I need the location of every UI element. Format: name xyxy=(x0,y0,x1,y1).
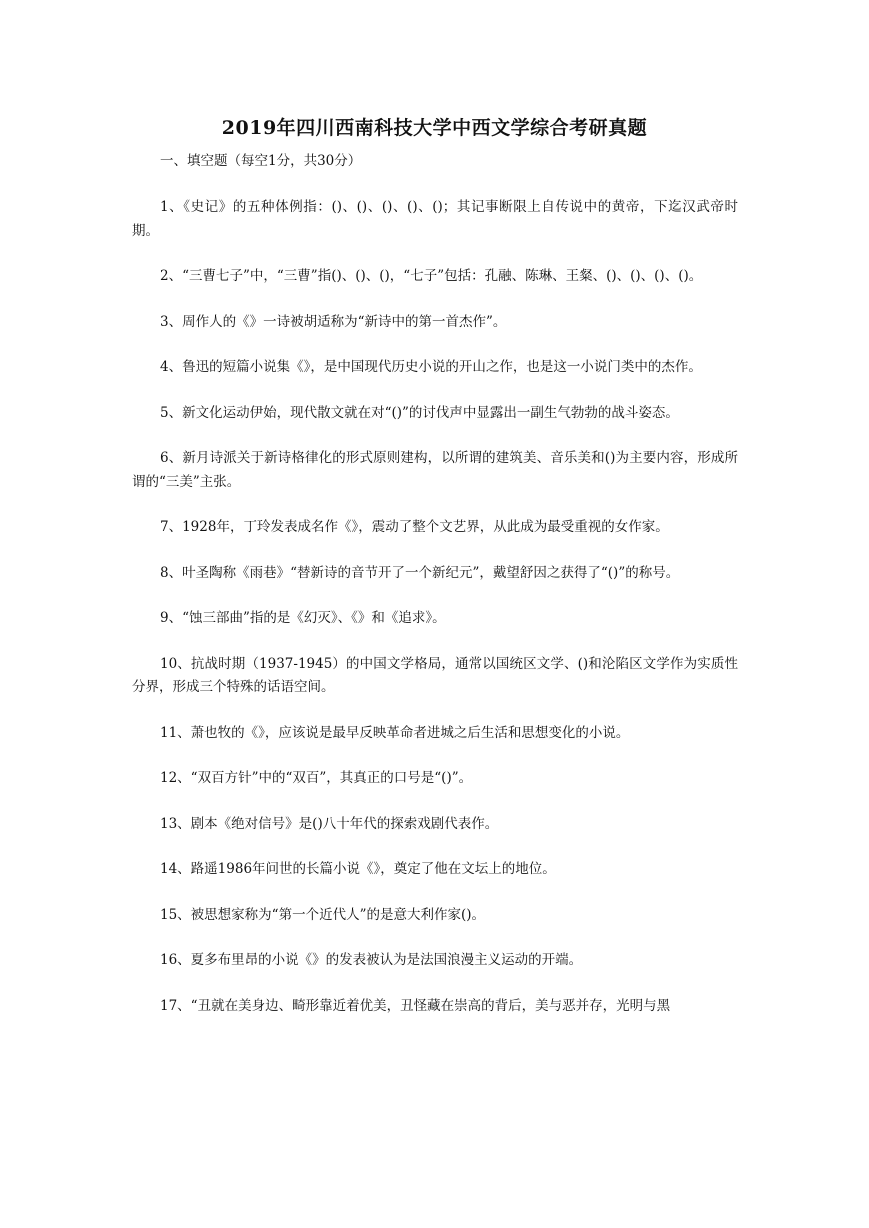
question-item: 14、路遥1986年问世的长篇小说《》，奠定了他在文坛上的地位。 xyxy=(160,861,556,877)
question-item: 15、被思想家称为“第一个近代人”的是意大利作家()。 xyxy=(160,906,486,923)
document-title: 2019年四川西南科技大学中西文学综合考研真题 xyxy=(221,117,648,139)
question-item: 12、“双百方针”中的“双百”，其真正的口号是“()”。 xyxy=(160,770,473,786)
question-item: 1、《史记》的五种体例指：()、()、()、()、()；其记事断限上自传说中的黄帝，下迄汉武帝时期。 xyxy=(132,199,738,239)
question-list xyxy=(132,196,738,1040)
section-heading: 一、填空题（每空1分，共30分） xyxy=(160,153,362,169)
question-item: 5、新文化运动伊始，现代散文就在对“()”的讨伐声中显露出一副生气勃勃的战斗姿态。 xyxy=(160,404,679,421)
question-item: 9、“蚀三部曲”指的是《幻灭》、《》和《追求》。 xyxy=(160,610,446,626)
question-item: 16、夏多布里昂的小说《》的发表被认为是法国浪漫主义运动的开端。 xyxy=(160,952,583,968)
question-item: 17、“丑就在美身边、畸形靠近着优美，丑怪藏在崇高的背后，美与恶并存，光明与黑 xyxy=(160,997,671,1014)
question-item: 3、周作人的《》一诗被胡适称为“新诗中的第一首杰作”。 xyxy=(160,313,507,330)
question-item: 7、1928年，丁玲发表成名作《》，震动了整个文艺界，从此成为最受重视的女作家。 xyxy=(160,519,669,535)
question-item: 4、鲁迅的短篇小说集《》，是中国现代历史小说的开山之作，也是这一小说门类中的杰作。 xyxy=(160,359,702,375)
question-item: 13、剧本《绝对信号》是()八十年代的探索戏剧代表作。 xyxy=(160,815,499,832)
question-item: 6、新月诗派关于新诗格律化的形式原则建构，以所谓的建筑美、音乐美和()为主要内容，形成所谓的“三美”主张。 xyxy=(132,450,738,490)
question-item: 8、叶圣陶称《雨巷》“替新诗的音节开了一个新纪元”，戴望舒因之获得了“()”的称号。 xyxy=(160,564,680,581)
question-item: 11、萧也牧的《》，应该说是最早反映革命者进城之后生活和思想变化的小说。 xyxy=(160,724,630,741)
question-item: 10、抗战时期（1937-1945）的中国文学格局，通常以国统区文学、()和沦陷区文学作为实质性分界，形成三个特殊的话语空间。 xyxy=(132,655,738,695)
question-item: 2、“三曹七子”中，“三曹”指()、()、()，“七子”包括：孔融、陈琳、王粲、()、()、()、()。 xyxy=(160,268,703,284)
